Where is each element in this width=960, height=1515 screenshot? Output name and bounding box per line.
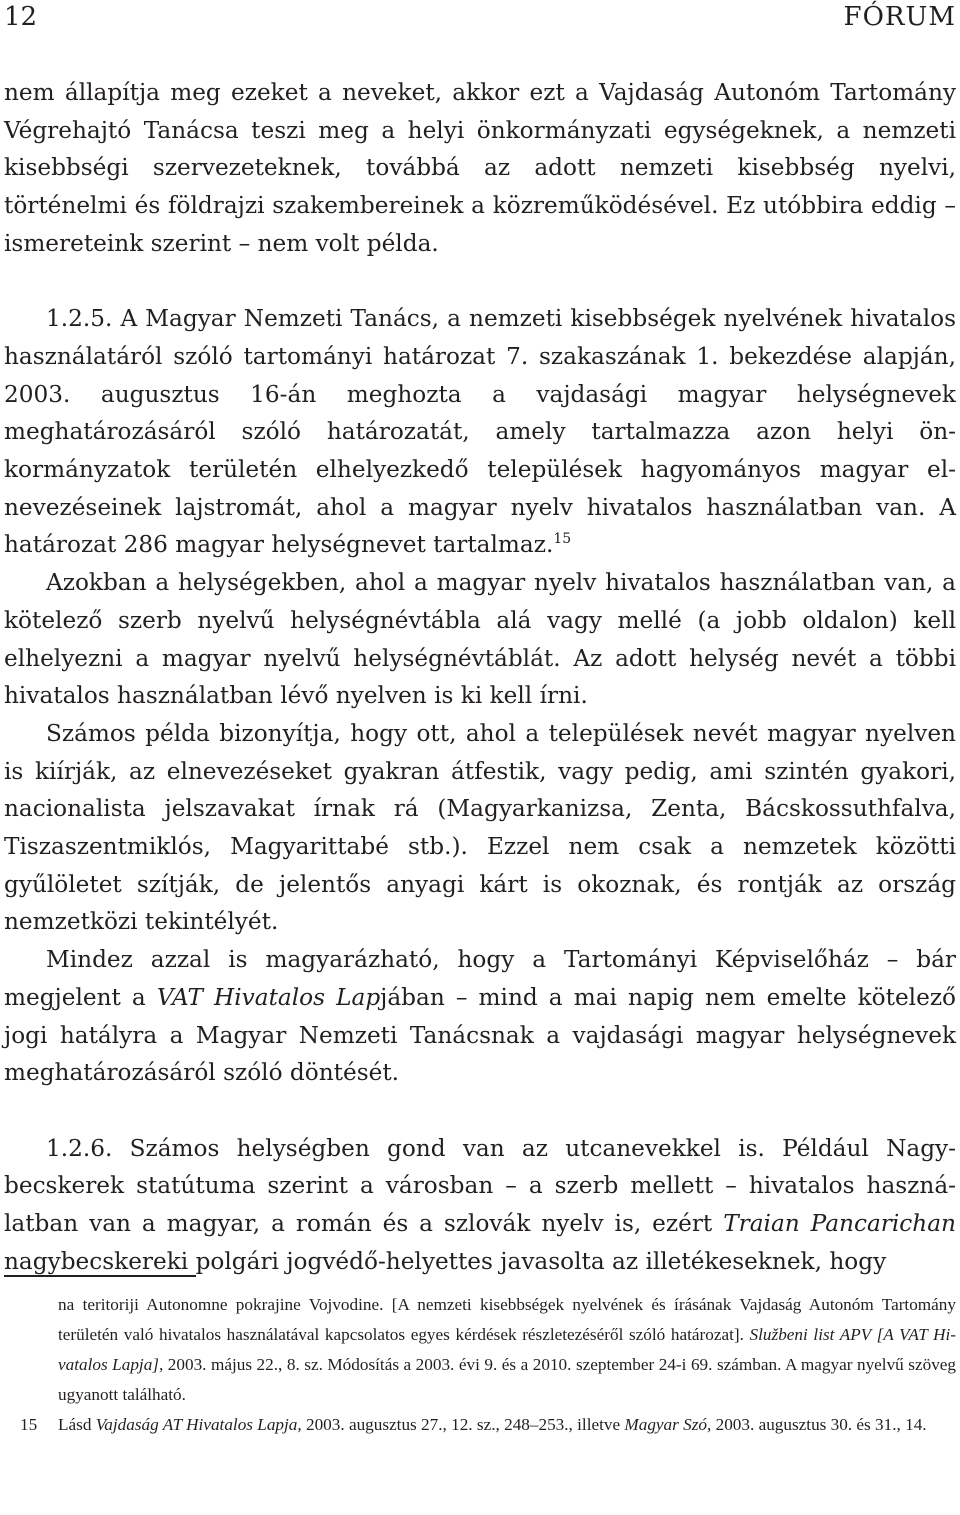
footnote-reference-15[interactable]: 15 (553, 531, 572, 548)
paragraph-text: jában – mind a mai napig nem emelte kötelező jogi hatályra a Magyar Nemzeti Tanácsnak a vajdasági magyar helységnevek meghatározásáról szóló döntését. (4, 983, 957, 1087)
paragraph-place-name-signs: Azokban a helységekben, ahol a magyar nyelv hivatalos használatban van, a kötelező szerb nyelvű helységnévtábla alá vagy mellé (a jobb oldalon) kell elhelyezni a magyar nyelvű helységnévtáblát. Az adott helység nevét a többi hivatalos használatban lévő nyelven is ki kell írni. (4, 569, 956, 710)
paragraph-text: nagybecskereki polgári jogvédő-helyettes javasolta az illetékeseknek, hogy (4, 1247, 887, 1275)
footnote-text: na teritoriji Autonomne pokrajine Vojvodine. [A nemzeti kisebbségek nyelvének és írásának Vajdaság Autonóm Tartomány területén való hivatalos használatával kapcsolatos egyes kérdések részletezéséről szóló határozat]. (58, 1295, 956, 1344)
footnote-text: Lásd (58, 1415, 96, 1434)
footnote-citation-title: Vajdaság AT Hivatalos Lapja, (95, 1415, 302, 1434)
footnote-number: 15 (20, 1415, 38, 1434)
body-text (4, 74, 956, 1280)
paragraph-provincial-assembly (4, 941, 956, 1092)
footnote-citation-title: Službeni list APV [A VAT Hivatalos Lapja], (58, 1325, 956, 1374)
footnote-15 (20, 1410, 956, 1440)
footnote-14-continuation (58, 1290, 956, 1410)
footnote-divider (4, 1275, 196, 1277)
person-name: Traian Pancarichan (723, 1210, 956, 1238)
publication-title: VAT Hivatalos Lap (156, 983, 381, 1011)
paragraph-text: Mindez azzal is magyarázható, hogy a Tartományi Képviselőház – bár megjelent a (4, 946, 956, 1011)
footnote-text: 2003. május 22., 8. sz. Módosítás a 2003. évi 9. és a 2010. szeptember 24-i 69. számban. A magyar nyelvű szöveg ugyanott található. (58, 1355, 957, 1404)
page-number: 12 (4, 2, 38, 32)
paragraph-text: 1.2.5. A Magyar Nemzeti Tanács, a nemzeti kisebbségek nyelvének hivatalos használatáról szóló tartományi határozat 7. szakaszának 1. bekezdése alapján, 2003. augusztus 16-án meghozta a vajdasági magyar helységnevek meghatározásáról szóló határozatát, amely tartalmazza azon helyi önkormányzatok területén elhelyezkedő települések hagyományos magyar elnevezéseinek lajstromát, ahol a magyar nyelv hivatalos használatban van. A határozat 286 magyar helységnevet tartalmaz. (4, 305, 956, 559)
running-head: FÓRUM (843, 2, 956, 32)
footnote-citation-title: Magyar Szó, (624, 1415, 712, 1434)
paragraph-section-1-2-5 (4, 300, 956, 564)
paragraph-section-1-2-6 (4, 1130, 956, 1281)
paragraph-continuation: nem állapítja meg ezeket a neveket, akkor ezt a Vajdaság Autonóm Tartomány Végrehajtó Tanácsa teszi meg a helyi önkormányzati egységeknek, a nemzeti kisebbségi szervezeteknek, továbbá az adott nemzeti kisebbség nyelvi, történelmi és földrajzi szakembereinek a közreműködésével. Ez utóbbira eddig – ismereteink szerint – nem volt példa. (4, 79, 956, 257)
footnotes (20, 1290, 957, 1440)
footnote-text: 2003. augusztus 27., 12. sz., 248–253., illetve (301, 1415, 625, 1434)
paragraph-text: 1.2.6. Számos helységben gond van az utcanevekkel is. Például Nagybecskerek statútuma szerint a városban – a szerb mellett – hivatalos használatban van a magyar, a román és a szlovák nyelv is, ezért (4, 1134, 956, 1238)
paragraph-examples: Számos példa bizonyítja, hogy ott, ahol a települések nevét magyar nyelven is kiírják, az elnevezéseket gyakran átfestik, vagy pedig, ami szintén gyakori, nacionalista jelszavakat írnak rá (Magyarkanizsa, Zenta, Bácskossuthfalva, Tiszaszentmiklós, Magyarittabé stb.). Ezzel nem csak a nemzetek közötti gyűlöletet szítják, de jelentős anyagi kárt is okoznak, és rontják az ország nemzetközi tekintélyét. (4, 719, 956, 936)
footnote-text: 2003. augusztus 30. és 31., 14. (711, 1415, 927, 1434)
page-header (4, 2, 956, 42)
